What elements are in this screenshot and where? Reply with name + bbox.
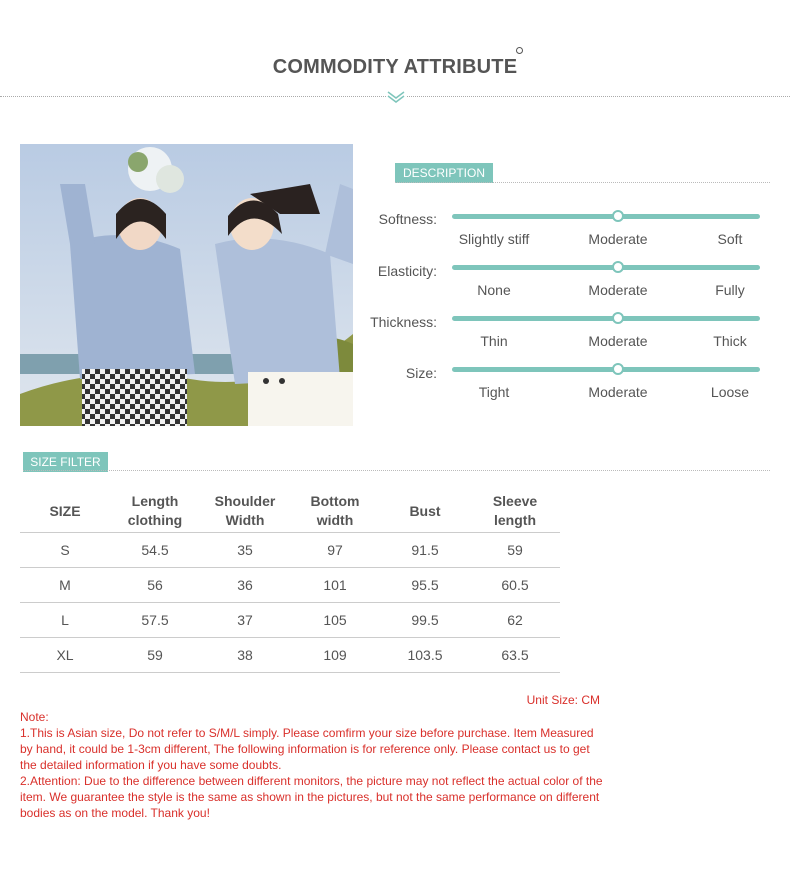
table-cell: 60.5: [470, 568, 560, 603]
thickness-indicator: [612, 312, 624, 324]
softness-option-low: Slightly stiff: [458, 231, 530, 247]
elasticity-option-mid: Moderate: [588, 282, 648, 298]
header-length-clothing: Length clothing: [110, 490, 200, 533]
product-photo: [20, 144, 353, 426]
thickness-label: Thickness:: [370, 314, 437, 330]
table-cell: 63.5: [470, 638, 560, 673]
softness-indicator: [612, 210, 624, 222]
header-bottom-width: Bottom width: [290, 490, 380, 533]
table-cell: 38: [200, 638, 290, 673]
description-tab: DESCRIPTION: [395, 163, 493, 183]
size-filter-divider: [23, 470, 770, 471]
notes-line-2: 2.Attention: Due to the difference between different monitors, the picture may not reflect the actual color of the item. We guarantee the style is the same as shown in the pictures, but not the same performance on different bodies as on the model. Thank you!: [20, 774, 603, 820]
table-cell: 95.5: [380, 568, 470, 603]
table-cell: 59: [470, 533, 560, 568]
elasticity-indicator: [612, 261, 624, 273]
header-size: SIZE: [20, 490, 110, 533]
double-chevron-down-icon: [386, 90, 406, 104]
table-cell: L: [20, 603, 110, 638]
thickness-option-low: Thin: [480, 333, 508, 349]
table-cell: M: [20, 568, 110, 603]
thickness-option-high: Thick: [713, 333, 747, 349]
size-fit-indicator: [612, 363, 624, 375]
table-cell: 59: [110, 638, 200, 673]
table-cell: S: [20, 533, 110, 568]
product-photo-illustration: [20, 144, 353, 426]
table-cell: 97: [290, 533, 380, 568]
elasticity-label: Elasticity:: [377, 263, 437, 279]
section-title: COMMODITY ATTRIBUTE: [272, 56, 518, 78]
table-row: [20, 638, 560, 673]
thickness-scale: [452, 316, 760, 321]
notes-block: [20, 709, 605, 821]
table-cell: 56: [110, 568, 200, 603]
elasticity-scale: [452, 265, 760, 270]
table-row: [20, 533, 560, 568]
elasticity-option-low: None: [477, 282, 511, 298]
thickness-option-mid: Moderate: [588, 333, 648, 349]
size-table-header: [20, 490, 560, 533]
header-bust: Bust: [380, 490, 470, 533]
size-fit-label: Size:: [405, 365, 437, 381]
softness-scale: [452, 214, 760, 219]
softness-option-mid: Moderate: [588, 231, 648, 247]
softness-option-high: Soft: [717, 231, 743, 247]
table-cell: 37: [200, 603, 290, 638]
table-cell: 35: [200, 533, 290, 568]
table-cell: 99.5: [380, 603, 470, 638]
degree-circle-icon: [516, 47, 523, 54]
table-cell: 57.5: [110, 603, 200, 638]
table-cell: 105: [290, 603, 380, 638]
table-cell: 36: [200, 568, 290, 603]
description-divider: [395, 182, 770, 183]
header-sleeve-length: Sleeve length: [470, 490, 560, 533]
table-cell: 54.5: [110, 533, 200, 568]
size-table: [20, 490, 560, 673]
table-cell: 101: [290, 568, 380, 603]
size-fit-option-high: Loose: [710, 384, 750, 400]
elasticity-option-high: Fully: [715, 282, 745, 298]
size-fit-option-mid: Moderate: [588, 384, 648, 400]
table-row: [20, 568, 560, 603]
size-filter-tab: SIZE FILTER: [23, 452, 108, 472]
table-cell: 91.5: [380, 533, 470, 568]
unit-size-label: Unit Size: CM: [526, 693, 600, 707]
notes-line-1: 1.This is Asian size, Do not refer to S/M/L simply. Please comfirm your size before purchase. Item Measured by hand, it could be 1-3cm different, The following information is for reference only. Please contact us to get the detailed information if you have some doubts.: [20, 726, 594, 772]
table-row: [20, 603, 560, 638]
table-cell: XL: [20, 638, 110, 673]
table-cell: 62: [470, 603, 560, 638]
table-cell: 103.5: [380, 638, 470, 673]
table-cell: 109: [290, 638, 380, 673]
softness-label: Softness:: [378, 211, 437, 227]
notes-title: Note:: [20, 710, 49, 724]
size-fit-scale: [452, 367, 760, 372]
header-shoulder-width: Shoulder Width: [200, 490, 290, 533]
size-fit-option-low: Tight: [478, 384, 510, 400]
